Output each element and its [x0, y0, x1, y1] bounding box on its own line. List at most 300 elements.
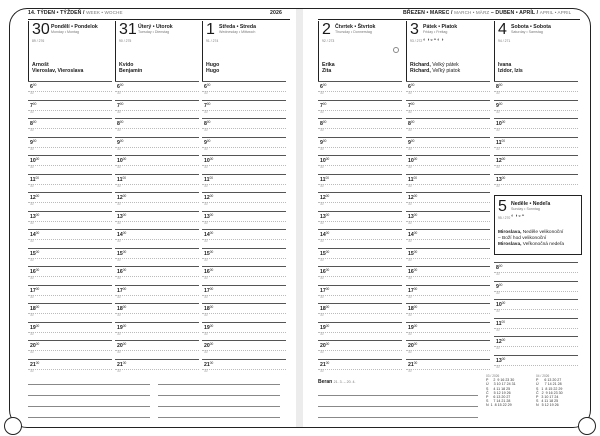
hour-slot-9[interactable] — [494, 100, 578, 119]
half-hour-line — [494, 147, 578, 148]
half-hour-line — [28, 276, 112, 277]
notes-line — [158, 384, 280, 385]
hour-slot-18[interactable] — [406, 303, 490, 322]
name-day: Kvido Benjamín — [119, 62, 143, 75]
day-name-alt: Monday • Montag — [51, 30, 80, 34]
hour-slot-13[interactable] — [494, 174, 578, 193]
hour-slot-21[interactable] — [28, 359, 112, 378]
hour-slot-14[interactable] — [406, 229, 490, 248]
half-hour-label: 30 — [117, 239, 121, 243]
day-column-tuesday — [115, 21, 199, 377]
hour-slot-6[interactable] — [115, 81, 199, 100]
half-hour-label: 30 — [320, 368, 324, 373]
half-hour-line — [28, 147, 112, 148]
hour-label: $10^{00}$ — [408, 157, 418, 164]
day-column-thursday — [318, 21, 402, 377]
hour-label: $19^{00}$ — [408, 323, 418, 331]
hour-slot-16[interactable] — [202, 266, 286, 285]
hour-label: $16^{00}$ — [117, 268, 127, 275]
hour-label: $13^{00}$ — [496, 356, 506, 364]
half-hour-line — [318, 295, 402, 296]
day-header — [202, 21, 286, 81]
day-count: 92 / 273 — [322, 39, 335, 43]
half-hour-label: 30 — [496, 290, 500, 295]
notes-line — [28, 406, 150, 407]
hour-slot-16[interactable] — [115, 266, 199, 285]
hour-slot-11[interactable] — [28, 174, 112, 193]
hour-slot-17[interactable] — [318, 285, 402, 304]
day-number: 30 — [32, 21, 50, 38]
half-hour-line — [202, 165, 286, 166]
hour-slot-6[interactable] — [318, 81, 402, 100]
hour-label: $16^{00}$ — [204, 268, 214, 275]
half-hour-line — [115, 110, 199, 111]
hour-slot-6[interactable] — [28, 81, 112, 100]
hour-slot-15[interactable] — [28, 248, 112, 267]
day-header — [406, 21, 490, 81]
half-hour-line — [28, 350, 112, 351]
day-name: Neděle • Nedeľa — [511, 201, 551, 207]
half-hour-label: 30 — [204, 368, 208, 373]
hour-label: $13^{00}$ — [408, 212, 418, 220]
hour-slot-12[interactable] — [28, 192, 112, 211]
half-hour-label: 30 — [408, 350, 412, 354]
hour-slot-12[interactable] — [202, 192, 286, 211]
hour-slot-12[interactable] — [318, 192, 402, 211]
day-count: 95 / 270 — [498, 216, 511, 220]
half-hour-line — [494, 91, 578, 92]
hour-slot-7[interactable] — [318, 100, 402, 119]
half-hour-line — [318, 184, 402, 185]
hour-slot-21[interactable] — [406, 359, 490, 378]
half-hour-label: 30 — [117, 109, 121, 114]
hour-label: $18^{00}$ — [204, 305, 214, 312]
hour-slot-17[interactable] — [28, 285, 112, 304]
half-hour-line — [318, 91, 402, 92]
hour-label: $12^{00}$ — [496, 338, 506, 345]
half-hour-line — [406, 128, 490, 129]
hour-slot-6[interactable] — [202, 81, 286, 100]
hour-label: $20^{00}$ — [320, 342, 330, 349]
hour-label: $7^{00}$ — [408, 101, 415, 109]
hour-slot-10[interactable] — [28, 155, 112, 174]
hour-label: $14^{00}$ — [204, 231, 214, 238]
half-hour-label: 30 — [408, 313, 412, 317]
half-hour-line — [115, 91, 199, 92]
half-hour-label: 30 — [30, 146, 34, 151]
hour-label: $12^{00}$ — [204, 194, 214, 201]
half-hour-line — [28, 165, 112, 166]
half-hour-line — [115, 147, 199, 148]
hour-slot-13[interactable] — [28, 211, 112, 230]
sunday-hours — [494, 262, 578, 373]
hour-slot-10[interactable] — [406, 155, 490, 174]
half-hour-label: 30 — [117, 91, 121, 95]
hour-slot-9[interactable] — [202, 137, 286, 156]
half-hour-label: 30 — [496, 309, 500, 313]
hour-label: $6^{00}$ — [204, 83, 211, 90]
hour-slot-16[interactable] — [318, 266, 402, 285]
hour-slot-12[interactable] — [494, 155, 578, 174]
corner-mark-right — [578, 417, 596, 435]
hour-label: $10^{00}$ — [320, 157, 330, 164]
hour-slot-13[interactable] — [318, 211, 402, 230]
half-hour-line — [494, 110, 578, 111]
half-hour-label: 30 — [408, 331, 412, 336]
calendar-row: S 4 11 18 25 — [486, 386, 511, 391]
name-day: Miroslava, Neděle velikonoční – Boží hod velikonoční Miroslava, Veľkonočná nedeľa — [498, 230, 565, 247]
half-hour-line — [318, 221, 402, 222]
hour-label: $20^{00}$ — [408, 342, 418, 349]
half-hour-line — [28, 239, 112, 240]
hour-slot-19[interactable] — [318, 322, 402, 341]
day-name: Čtvrtek • Štvrtok — [335, 24, 376, 30]
half-hour-label: 30 — [204, 146, 208, 151]
hour-label: $15^{00}$ — [320, 249, 330, 257]
zodiac-label: Beran 21. 3. – 20. 4. — [318, 379, 356, 385]
half-hour-line — [406, 332, 490, 333]
calendar-row: Č 2 9 16 23 30 — [536, 390, 563, 395]
hour-slot-8[interactable] — [406, 118, 490, 137]
half-hour-label: 30 — [408, 165, 412, 169]
hour-slot-19[interactable] — [202, 322, 286, 341]
day-count: 90 / 275 — [119, 39, 132, 43]
half-hour-line — [406, 147, 490, 148]
hour-label: $10^{00}$ — [117, 157, 127, 164]
hour-slot-19[interactable] — [115, 322, 199, 341]
hour-slot-7[interactable] — [406, 100, 490, 119]
hour-label: $18^{00}$ — [117, 305, 127, 312]
hour-label: $21^{00}$ — [204, 360, 214, 368]
hour-label: $11^{00}$ — [30, 175, 40, 183]
half-hour-line — [318, 350, 402, 351]
half-hour-line — [494, 128, 578, 129]
half-hour-line — [494, 328, 578, 329]
hour-slot-21[interactable] — [115, 359, 199, 378]
half-hour-label: 30 — [117, 257, 121, 262]
half-hour-label: 30 — [30, 183, 34, 188]
half-hour-line — [202, 91, 286, 92]
half-hour-label: 30 — [496, 272, 500, 276]
hour-label: $17^{00}$ — [117, 286, 127, 294]
day-count: 93 / 272 — [410, 39, 423, 43]
hour-slots — [494, 262, 578, 373]
hour-slot-7[interactable] — [202, 100, 286, 119]
hour-slot-6[interactable] — [406, 81, 490, 100]
half-hour-line — [202, 332, 286, 333]
hour-slot-11[interactable] — [202, 174, 286, 193]
half-hour-line — [406, 295, 490, 296]
half-hour-label: 30 — [320, 220, 324, 225]
half-hour-line — [28, 110, 112, 111]
notes-line — [318, 406, 478, 407]
half-hour-label: 30 — [408, 294, 412, 299]
hour-slot-10[interactable] — [202, 155, 286, 174]
half-hour-line — [318, 202, 402, 203]
hour-slot-16[interactable] — [28, 266, 112, 285]
hour-slot-15[interactable] — [202, 248, 286, 267]
half-hour-label: 30 — [408, 91, 412, 95]
half-hour-label: 30 — [320, 350, 324, 354]
hour-label: $10^{00}$ — [204, 157, 214, 164]
day-header — [494, 21, 578, 81]
calendar-row: P 3 10 17 24 — [536, 395, 559, 400]
half-hour-line — [318, 239, 402, 240]
half-hour-line — [115, 165, 199, 166]
day-header — [28, 21, 112, 81]
hour-slot-20[interactable] — [202, 340, 286, 359]
hour-slot-9[interactable] — [115, 137, 199, 156]
hour-slot-8[interactable] — [202, 118, 286, 137]
hour-slots — [202, 81, 286, 377]
hour-slot-12[interactable] — [494, 336, 578, 355]
hour-label: $13^{00}$ — [204, 212, 214, 220]
hour-label: $18^{00}$ — [320, 305, 330, 312]
calendar-row: N 5 12 19 26 — [536, 403, 559, 408]
hour-slot-20[interactable] — [406, 340, 490, 359]
half-hour-label: 30 — [30, 202, 34, 206]
hour-slot-15[interactable] — [406, 248, 490, 267]
half-hour-line — [115, 221, 199, 222]
hour-slot-12[interactable] — [115, 192, 199, 211]
hour-label: $21^{00}$ — [117, 360, 127, 368]
half-hour-label: 30 — [204, 91, 208, 95]
day-column-saturday — [494, 21, 578, 192]
hour-slot-17[interactable] — [406, 285, 490, 304]
half-hour-label: 30 — [30, 220, 34, 225]
hour-slot-9[interactable] — [318, 137, 402, 156]
day-count: 89 / 276 — [32, 39, 45, 43]
half-hour-line — [318, 369, 402, 370]
half-hour-line — [318, 165, 402, 166]
hour-slot-8[interactable] — [318, 118, 402, 137]
day-number: 31 — [119, 21, 137, 38]
hour-slot-14[interactable] — [28, 229, 112, 248]
half-hour-line — [202, 110, 286, 111]
half-hour-label: 30 — [320, 128, 324, 132]
corner-mark-left — [4, 417, 22, 435]
hour-label: $8^{00}$ — [320, 120, 327, 127]
hour-slot-10[interactable] — [494, 299, 578, 318]
hour-label: $9^{00}$ — [320, 138, 327, 146]
hour-slot-18[interactable] — [202, 303, 286, 322]
hour-label: $9^{00}$ — [30, 138, 37, 146]
half-hour-line — [318, 258, 402, 259]
hour-slot-18[interactable] — [115, 303, 199, 322]
notes-line — [158, 406, 280, 407]
half-hour-line — [115, 276, 199, 277]
hour-label: $14^{00}$ — [320, 231, 330, 238]
hour-slot-9[interactable] — [406, 137, 490, 156]
day-name: Pátek • Piatok — [423, 24, 458, 30]
half-hour-label: 30 — [204, 165, 208, 169]
hour-slot-8[interactable] — [494, 81, 578, 100]
half-hour-line — [202, 295, 286, 296]
hour-label: $15^{00}$ — [30, 249, 40, 257]
hour-slot-8[interactable] — [494, 262, 578, 281]
day-name-alt: Tuesday • Dienstag — [138, 30, 170, 34]
half-hour-label: 30 — [320, 257, 324, 262]
hour-slot-10[interactable] — [494, 118, 578, 137]
half-hour-line — [115, 258, 199, 259]
half-hour-line — [406, 276, 490, 277]
hour-label: $16^{00}$ — [408, 268, 418, 275]
half-hour-label: 30 — [204, 294, 208, 299]
half-hour-label: 30 — [30, 165, 34, 169]
hour-slot-11[interactable] — [318, 174, 402, 193]
half-hour-line — [202, 350, 286, 351]
hour-slot-18[interactable] — [28, 303, 112, 322]
half-hour-line — [202, 184, 286, 185]
calendar-row: S 7 14 21 28 — [486, 399, 511, 404]
hour-slot-20[interactable] — [115, 340, 199, 359]
hour-slot-14[interactable] — [115, 229, 199, 248]
half-hour-line — [28, 128, 112, 129]
half-hour-label: 30 — [496, 109, 500, 114]
half-hour-line — [115, 332, 199, 333]
hour-slot-19[interactable] — [28, 322, 112, 341]
calendar-row: P 2 9 16 23 30 — [486, 378, 515, 383]
hour-slot-13[interactable] — [406, 211, 490, 230]
hour-label: $21^{00}$ — [30, 360, 40, 368]
half-hour-label: 30 — [30, 368, 34, 373]
hour-slot-15[interactable] — [318, 248, 402, 267]
hour-label: $11^{00}$ — [408, 175, 418, 183]
half-hour-label: 30 — [204, 183, 208, 188]
half-hour-label: 30 — [117, 128, 121, 132]
hour-label: $14^{00}$ — [408, 231, 418, 238]
half-hour-line — [202, 276, 286, 277]
half-hour-line — [28, 332, 112, 333]
hour-slot-7[interactable] — [28, 100, 112, 119]
hour-slot-11[interactable] — [115, 174, 199, 193]
half-hour-label: 30 — [496, 146, 500, 151]
hour-label: $20^{00}$ — [30, 342, 40, 349]
calendar-row: Č 5 12 19 26 — [486, 390, 511, 395]
hour-slot-17[interactable] — [115, 285, 199, 304]
moon-phase-icon: ◐◑◒◓◐◑ — [423, 37, 445, 43]
hour-slot-9[interactable] — [28, 137, 112, 156]
half-hour-line — [115, 313, 199, 314]
half-hour-line — [28, 221, 112, 222]
notes-line — [28, 384, 150, 385]
hour-slot-7[interactable] — [115, 100, 199, 119]
header-rule-left — [28, 19, 290, 20]
name-day: Richard, Velký pátek Richard, Veľký piatok — [410, 62, 461, 75]
hour-slot-11[interactable] — [494, 318, 578, 337]
half-hour-label: 30 — [496, 183, 500, 188]
half-hour-line — [115, 202, 199, 203]
hour-label: $7^{00}$ — [320, 101, 327, 109]
half-hour-line — [318, 147, 402, 148]
hour-slot-13[interactable] — [115, 211, 199, 230]
half-hour-label: 30 — [117, 146, 121, 151]
hour-slot-21[interactable] — [202, 359, 286, 378]
hour-slot-19[interactable] — [406, 322, 490, 341]
hour-slot-11[interactable] — [406, 174, 490, 193]
half-hour-label: 30 — [320, 165, 324, 169]
half-hour-line — [28, 295, 112, 296]
hour-label: $11^{00}$ — [117, 175, 127, 183]
half-hour-label: 30 — [408, 239, 412, 243]
half-hour-line — [406, 110, 490, 111]
hour-slot-14[interactable] — [202, 229, 286, 248]
mini-calendar-april: 04 / 2026 P 6 13 20 27 Ú 7 14 21 28 S 1 8 15 22 29 Č 2 9 16 23 30 P 3 10 17 24 S 4 11 18 25 N 5 12 19 26 — [536, 374, 563, 408]
hour-slot-15[interactable] — [115, 248, 199, 267]
hour-slot-13[interactable] — [494, 355, 578, 374]
half-hour-line — [494, 346, 578, 347]
hour-label: $12^{00}$ — [408, 194, 418, 201]
day-count: 91 / 274 — [206, 39, 219, 43]
half-hour-line — [406, 350, 490, 351]
day-name-alt: Sunday • Sonntag — [511, 207, 540, 211]
hour-slot-21[interactable] — [318, 359, 402, 378]
hour-slot-20[interactable] — [318, 340, 402, 359]
hour-label: $8^{00}$ — [117, 120, 124, 127]
half-hour-label: 30 — [117, 220, 121, 225]
hour-slot-17[interactable] — [202, 285, 286, 304]
name-day: Ivana Izidor, Izis — [498, 62, 523, 75]
half-hour-label: 30 — [204, 276, 208, 280]
half-hour-label: 30 — [204, 220, 208, 225]
hour-slot-9[interactable] — [494, 281, 578, 300]
hour-slot-10[interactable] — [318, 155, 402, 174]
hour-label: $12^{00}$ — [30, 194, 40, 201]
hour-slot-14[interactable] — [318, 229, 402, 248]
hour-label: $13^{00}$ — [117, 212, 127, 220]
half-hour-label: 30 — [117, 313, 121, 317]
hour-slot-8[interactable] — [28, 118, 112, 137]
half-hour-label: 30 — [320, 91, 324, 95]
hour-slot-8[interactable] — [115, 118, 199, 137]
hour-label: $11^{00}$ — [496, 138, 506, 146]
hour-label: $18^{00}$ — [30, 305, 40, 312]
day-number: 3 — [410, 21, 419, 38]
half-hour-line — [28, 369, 112, 370]
hour-slot-10[interactable] — [115, 155, 199, 174]
hour-slot-11[interactable] — [494, 137, 578, 156]
half-hour-label: 30 — [117, 294, 121, 299]
hour-slot-20[interactable] — [28, 340, 112, 359]
notes-line — [318, 417, 478, 418]
hour-label: $20^{00}$ — [117, 342, 127, 349]
hour-slots — [406, 81, 490, 377]
half-hour-line — [494, 272, 578, 273]
hour-label: $6^{00}$ — [408, 83, 415, 90]
hour-label: $20^{00}$ — [204, 342, 214, 349]
hour-label: $17^{00}$ — [30, 286, 40, 294]
hour-slot-18[interactable] — [318, 303, 402, 322]
day-name: Středa • Streda — [219, 24, 256, 30]
day-column-friday — [406, 21, 490, 377]
half-hour-label: 30 — [117, 368, 121, 373]
half-hour-label: 30 — [320, 109, 324, 114]
hour-label: $18^{00}$ — [408, 305, 418, 312]
half-hour-label: 30 — [320, 294, 324, 299]
half-hour-label: 30 — [30, 350, 34, 354]
hour-label: $7^{00}$ — [204, 101, 211, 109]
half-hour-line — [115, 239, 199, 240]
hour-slot-13[interactable] — [202, 211, 286, 230]
day-number: 5 — [498, 198, 507, 215]
hour-label: $11^{00}$ — [204, 175, 214, 183]
hour-label: $9^{00}$ — [496, 101, 503, 109]
day-name-alt: Wednesday • Mittwoch — [219, 30, 256, 34]
half-hour-line — [318, 128, 402, 129]
hour-slot-16[interactable] — [406, 266, 490, 285]
hour-slot-12[interactable] — [406, 192, 490, 211]
calendar-row: Ú 3 10 17 24 31 — [486, 382, 516, 387]
